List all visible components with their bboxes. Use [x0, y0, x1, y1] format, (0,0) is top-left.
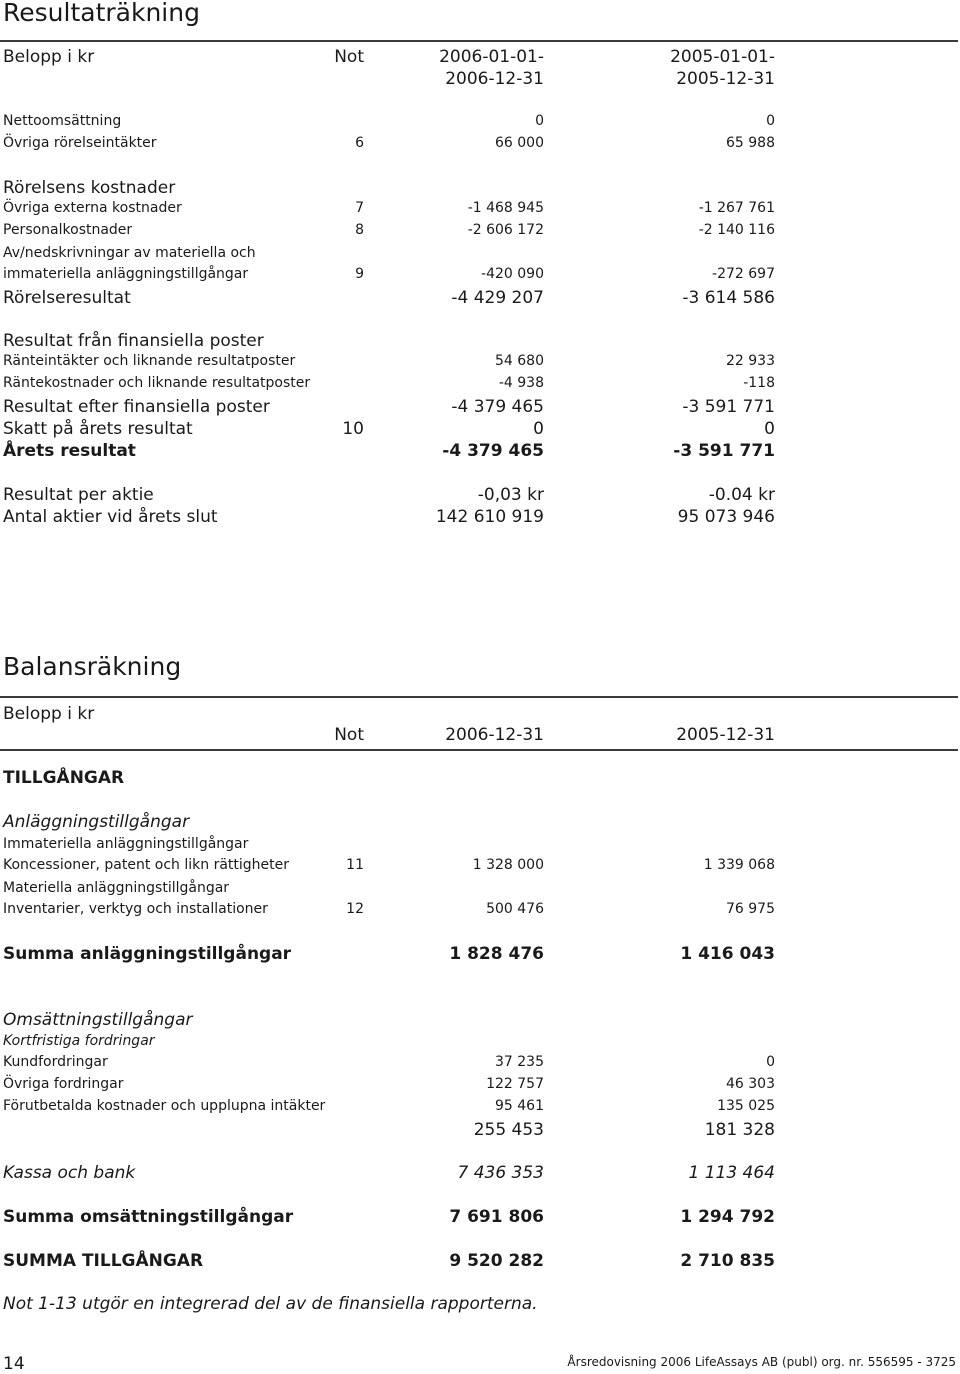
- balance-header-label: Belopp i kr: [3, 704, 95, 724]
- row-label: Övriga rörelseintäkter: [3, 135, 157, 151]
- balance-header-col1: 2006-12-31: [445, 725, 544, 745]
- row-value-current: -4 379 465: [442, 441, 544, 461]
- row-value-previous: 1 416 043: [680, 944, 775, 964]
- row-label: Årets resultat: [3, 441, 136, 461]
- row-value-current: 0: [535, 113, 544, 129]
- row-value-current: 9 520 282: [449, 1251, 544, 1271]
- row-label: Övriga fordringar: [3, 1076, 124, 1092]
- row-value-previous: 76 975: [726, 901, 775, 917]
- income-header-label: Belopp i kr: [3, 47, 95, 67]
- row-value-current: 1 328 000: [472, 857, 544, 873]
- row-value-current: 66 000: [495, 135, 544, 151]
- income-row: [0, 331, 960, 353]
- row-value-current: 7 691 806: [449, 1207, 544, 1227]
- row-value-current: 255 453: [473, 1120, 544, 1140]
- row-note: 8: [355, 222, 364, 238]
- row-label: Ränteintäkter och liknande resultatposter: [3, 353, 296, 369]
- row-label: Skatt på årets resultat: [3, 419, 193, 439]
- row-note: 10: [342, 419, 364, 439]
- balance-row: [0, 1251, 960, 1273]
- income-header-col1-line2: 2006-12-31: [445, 69, 544, 89]
- row-value-current: -4 429 207: [451, 288, 544, 308]
- row-label: Anläggningstillgångar: [3, 812, 190, 832]
- balance-row: [0, 1076, 960, 1098]
- row-value-previous: 0: [766, 1054, 775, 1070]
- row-value-previous: -3 591 771: [673, 441, 775, 461]
- row-label: Kundfordringar: [3, 1054, 108, 1070]
- row-label: Summa anläggningstillgångar: [3, 944, 292, 964]
- row-value-previous: -118: [743, 375, 775, 391]
- row-value-current: 142 610 919: [435, 507, 544, 527]
- row-label: immateriella anläggningstillgångar: [3, 266, 249, 282]
- income-row: [0, 135, 960, 157]
- balance-row: [0, 857, 960, 879]
- row-value-previous: 1 113 464: [688, 1163, 775, 1183]
- row-value-current: -420 090: [481, 266, 544, 282]
- row-value-current: 54 680: [495, 353, 544, 369]
- income-statement-title: Resultaträkning: [3, 0, 200, 27]
- financial-note: Not 1-13 utgör en integrerad del av de finansiella rapporterna.: [3, 1294, 538, 1314]
- row-label: Inventarier, verktyg och installationer: [3, 901, 268, 917]
- row-note: 6: [355, 135, 364, 151]
- row-value-previous: 46 303: [726, 1076, 775, 1092]
- balance-row: [0, 901, 960, 923]
- row-label: Förutbetalda kostnader och upplupna intäkter: [3, 1098, 326, 1114]
- row-value-current: 122 757: [486, 1076, 544, 1092]
- row-label: TILLGÅNGAR: [3, 768, 125, 788]
- row-value-previous: 1 294 792: [680, 1207, 775, 1227]
- row-label: Omsättningstillgångar: [3, 1010, 193, 1030]
- row-label: Övriga externa kostnader: [3, 200, 182, 216]
- balance-header-not: Not: [334, 725, 364, 745]
- row-value-current: 7 436 353: [457, 1163, 544, 1183]
- income-header-col2-line2: 2005-12-31: [676, 69, 775, 89]
- income-row: [0, 353, 960, 375]
- balance-sheet-title: Balansräkning: [3, 652, 182, 681]
- row-value-current: -1 468 945: [467, 200, 544, 216]
- income-row: [0, 419, 960, 441]
- row-value-current: -4 379 465: [451, 397, 544, 417]
- row-value-previous: -1 267 761: [698, 200, 775, 216]
- balance-row: [0, 836, 960, 858]
- row-label: Summa omsättningstillgångar: [3, 1207, 294, 1227]
- balance-header-col2: 2005-12-31: [676, 725, 775, 745]
- row-value-previous: -2 140 116: [698, 222, 775, 238]
- income-row: [0, 113, 960, 135]
- row-label: SUMMA TILLGÅNGAR: [3, 1251, 204, 1271]
- income-row: [0, 245, 960, 267]
- row-label: Personalkostnader: [3, 222, 133, 238]
- row-value-current: 95 461: [495, 1098, 544, 1114]
- balance-row: [0, 944, 960, 966]
- balance-header-rule: [0, 696, 958, 698]
- row-value-current: 500 476: [486, 901, 544, 917]
- row-label: Kassa och bank: [3, 1163, 136, 1183]
- row-value-previous: 135 025: [717, 1098, 775, 1114]
- row-note: 12: [346, 901, 364, 917]
- income-row: [0, 375, 960, 397]
- footer-text: Årsredovisning 2006 LifeAssays AB (publ) org. nr. 556595 - 3725: [567, 1355, 956, 1369]
- row-label: Materiella anläggningstillgångar: [3, 880, 230, 896]
- balance-row: [0, 1098, 960, 1120]
- row-label: Nettoomsättning: [3, 113, 122, 129]
- income-row: [0, 266, 960, 288]
- income-header-not: Not: [334, 47, 364, 67]
- row-label: Resultat per aktie: [3, 485, 154, 505]
- income-row: [0, 485, 960, 507]
- row-note: 11: [346, 857, 364, 873]
- row-value-previous: -3 614 586: [682, 288, 775, 308]
- income-row: [0, 178, 960, 200]
- row-note: 9: [355, 266, 364, 282]
- row-value-previous: -0.04 kr: [708, 485, 775, 505]
- row-value-previous: -272 697: [712, 266, 775, 282]
- page-number: 14: [3, 1354, 25, 1374]
- income-header-col2-line1: 2005-01-01-: [670, 47, 775, 67]
- income-row: [0, 441, 960, 463]
- row-value-current: 1 828 476: [449, 944, 544, 964]
- balance-row: [0, 812, 960, 834]
- income-row: [0, 200, 960, 222]
- row-note: 7: [355, 200, 364, 216]
- balance-header-bottom-rule: [0, 749, 958, 751]
- row-value-current: -4 938: [498, 375, 544, 391]
- row-value-previous: 181 328: [704, 1120, 775, 1140]
- row-label: Koncessioner, patent och likn rättigheter: [3, 857, 290, 873]
- income-row: [0, 288, 960, 310]
- balance-row: [0, 768, 960, 790]
- row-value-previous: -3 591 771: [682, 397, 775, 417]
- balance-row: [0, 1120, 960, 1142]
- row-value-previous: 0: [766, 113, 775, 129]
- row-label: Rörelsens kostnader: [3, 178, 176, 198]
- balance-row: [0, 880, 960, 902]
- row-value-previous: 65 988: [726, 135, 775, 151]
- row-value-previous: 95 073 946: [677, 507, 775, 527]
- row-value-current: -0,03 kr: [477, 485, 544, 505]
- balance-row: [0, 1033, 960, 1055]
- row-value-previous: 0: [764, 419, 775, 439]
- income-header-col1-line1: 2006-01-01-: [439, 47, 544, 67]
- income-row: [0, 222, 960, 244]
- income-row: [0, 507, 960, 529]
- row-value-previous: 2 710 835: [680, 1251, 775, 1271]
- row-value-current: -2 606 172: [467, 222, 544, 238]
- balance-row: [0, 1054, 960, 1076]
- row-label: Rörelseresultat: [3, 288, 131, 308]
- row-label: Av/nedskrivningar av materiella och: [3, 245, 256, 261]
- row-label: Resultat efter finansiella poster: [3, 397, 270, 417]
- row-label: Räntekostnader och liknande resultatposter: [3, 375, 311, 391]
- row-label: Immateriella anläggningstillgångar: [3, 836, 249, 852]
- balance-row: [0, 1207, 960, 1229]
- row-label: Antal aktier vid årets slut: [3, 507, 218, 527]
- income-row: [0, 397, 960, 419]
- row-label: Resultat från finansiella poster: [3, 331, 264, 351]
- row-value-previous: 1 339 068: [703, 857, 775, 873]
- row-value-current: 0: [533, 419, 544, 439]
- row-value-current: 37 235: [495, 1054, 544, 1070]
- balance-row: [0, 1163, 960, 1185]
- income-header-rule: [0, 40, 958, 42]
- balance-row: [0, 1010, 960, 1032]
- row-value-previous: 22 933: [726, 353, 775, 369]
- row-label: Kortfristiga fordringar: [3, 1033, 155, 1049]
